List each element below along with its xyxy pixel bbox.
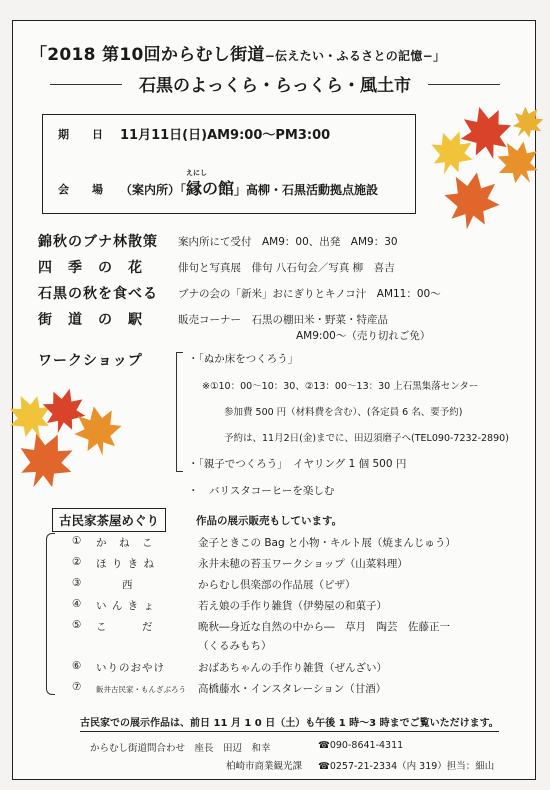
shop-name: 西	[122, 579, 134, 591]
shop-desc: からむし倶楽部の作品展（ピザ）	[198, 579, 356, 591]
event-text: 案内所にて受付 AM9：00、出発 AM9：30	[178, 236, 398, 248]
shop-number: ⑦	[72, 681, 82, 693]
venue-value	[120, 176, 378, 199]
footer-phone: ☎0257-21-2334（内 319）担当：細山	[318, 761, 495, 772]
shop-name: いりのおやけ	[96, 662, 165, 674]
flyer-title	[30, 40, 445, 65]
kominka-note: 作品の展示販売もしています。	[196, 515, 343, 527]
venue-post: 」高柳・石黒活動拠点施設	[234, 183, 379, 197]
workshop-item: ・「親子でつくろう」 イヤリング 1 個 500 円	[188, 458, 407, 470]
workshop-title: ワークショップ	[38, 353, 143, 369]
event-title: 街 道 の 駅	[38, 312, 143, 328]
shop-name: 飯井古民家・もんざぶろう	[96, 685, 186, 694]
maple-leaves-icon	[424, 104, 548, 234]
event-text: 俳句と写真展 俳句 八石句会／写真 柳 喜吉	[178, 262, 395, 274]
footer-contact: からむし街道問合わせ 座長 田辺 和幸	[90, 743, 271, 754]
shop-name: か ね こ	[96, 537, 154, 549]
shop-number: ②	[72, 556, 82, 568]
event-title: 石黒の秋を食べる	[38, 286, 158, 302]
shop-number: ⑥	[72, 660, 82, 672]
workshop-item: ・ バリスタコーヒーを楽しむ	[188, 485, 335, 497]
venue-ruby: えにし	[186, 169, 207, 177]
workshop-fee: 参加費 500 円（材料費を含む）、(各定員 6 名、要予約)	[224, 407, 463, 418]
venue-pre: （案内所）「	[120, 183, 187, 197]
shop-number: ①	[72, 535, 82, 547]
shop-number: ⑤	[72, 619, 82, 631]
maple-leaves-icon	[2, 386, 126, 496]
workshop-item: ・「ぬか床をつくろう」	[188, 353, 299, 365]
shop-desc: 金子ときこの Bag と小物・キルト展（焼まんじゅう）	[198, 537, 456, 549]
footer-contact: 柏崎市商業観光課	[226, 761, 303, 772]
workshop-time: ※①10：00〜10：30、②13：00〜13：30 上石黒集落センター	[202, 381, 479, 392]
subtitle-row	[40, 71, 510, 97]
event-text: ブナの会の「新米」おにぎりとキノコ汁 AM11：00〜	[178, 288, 441, 300]
shop-desc: 永井未穂の苔玉ワークショップ（山菜料理）	[198, 558, 408, 570]
subtitle-rule-right	[428, 84, 500, 85]
subtitle: 石黒のよっくら・らっくら・風土市	[139, 76, 411, 96]
shop-desc: おばあちゃんの手作り雑貨（ぜんざい）	[198, 662, 387, 674]
shop-desc: 晩秋―身近な自然の中から― 草月 陶芸 佐藤正一	[198, 621, 450, 633]
shop-desc: 若え娘の手作り雑貨（伊勢屋の和菓子）	[198, 600, 387, 612]
maple-leaf-icon	[505, 104, 548, 146]
shop-desc: 高橋藤水・インスタレーション（甘酒）	[198, 683, 387, 695]
maple-leaf-icon	[439, 168, 504, 234]
kominka-title: 古民家茶屋めぐり	[52, 508, 166, 532]
event-title: 錦秋のブナ林散策	[38, 234, 158, 250]
shop-number: ③	[72, 577, 82, 589]
title-sub: −伝えたい・ふるさとの記憶−」	[264, 49, 446, 63]
notice-text: 古民家での展示作品は、前日 11 月 1 0 日（土）も午後 1 時〜3 時までご覧いただけます。	[80, 714, 499, 732]
date-label: 期 日	[58, 128, 109, 141]
maple-leaf-icon	[8, 423, 83, 496]
workshop-reserve: 予約は、11月2日(金)までに、田辺須磨子へ(TEL090-7232-2890)	[224, 433, 509, 444]
shop-list-bracket	[46, 533, 55, 695]
maple-leaf-icon	[70, 402, 126, 460]
shop-name: ほ り き ね	[96, 558, 156, 570]
footer-phone: ☎090-8641-4311	[318, 740, 404, 751]
event-title: 四 季 の 花	[38, 260, 143, 276]
venue-name: 縁の館	[186, 179, 235, 198]
title-main: 「2018 第10回からむし街道	[30, 45, 265, 65]
shop-name: こ だ	[96, 621, 154, 633]
shop-number: ④	[72, 598, 82, 610]
venue-label: 会 場	[58, 183, 109, 196]
shop-name: い ん き ょ	[96, 600, 156, 612]
shop-desc-2: （くるみもち）	[198, 640, 272, 652]
workshop-bracket	[176, 352, 183, 472]
event-text-2: AM9:00〜（売り切れご免）	[296, 330, 431, 342]
date-value: 11月11日(日)AM9:00〜PM3:00	[120, 128, 331, 143]
event-text: 販売コーナー 石黒の棚田米・野菜・特産品	[178, 314, 388, 326]
